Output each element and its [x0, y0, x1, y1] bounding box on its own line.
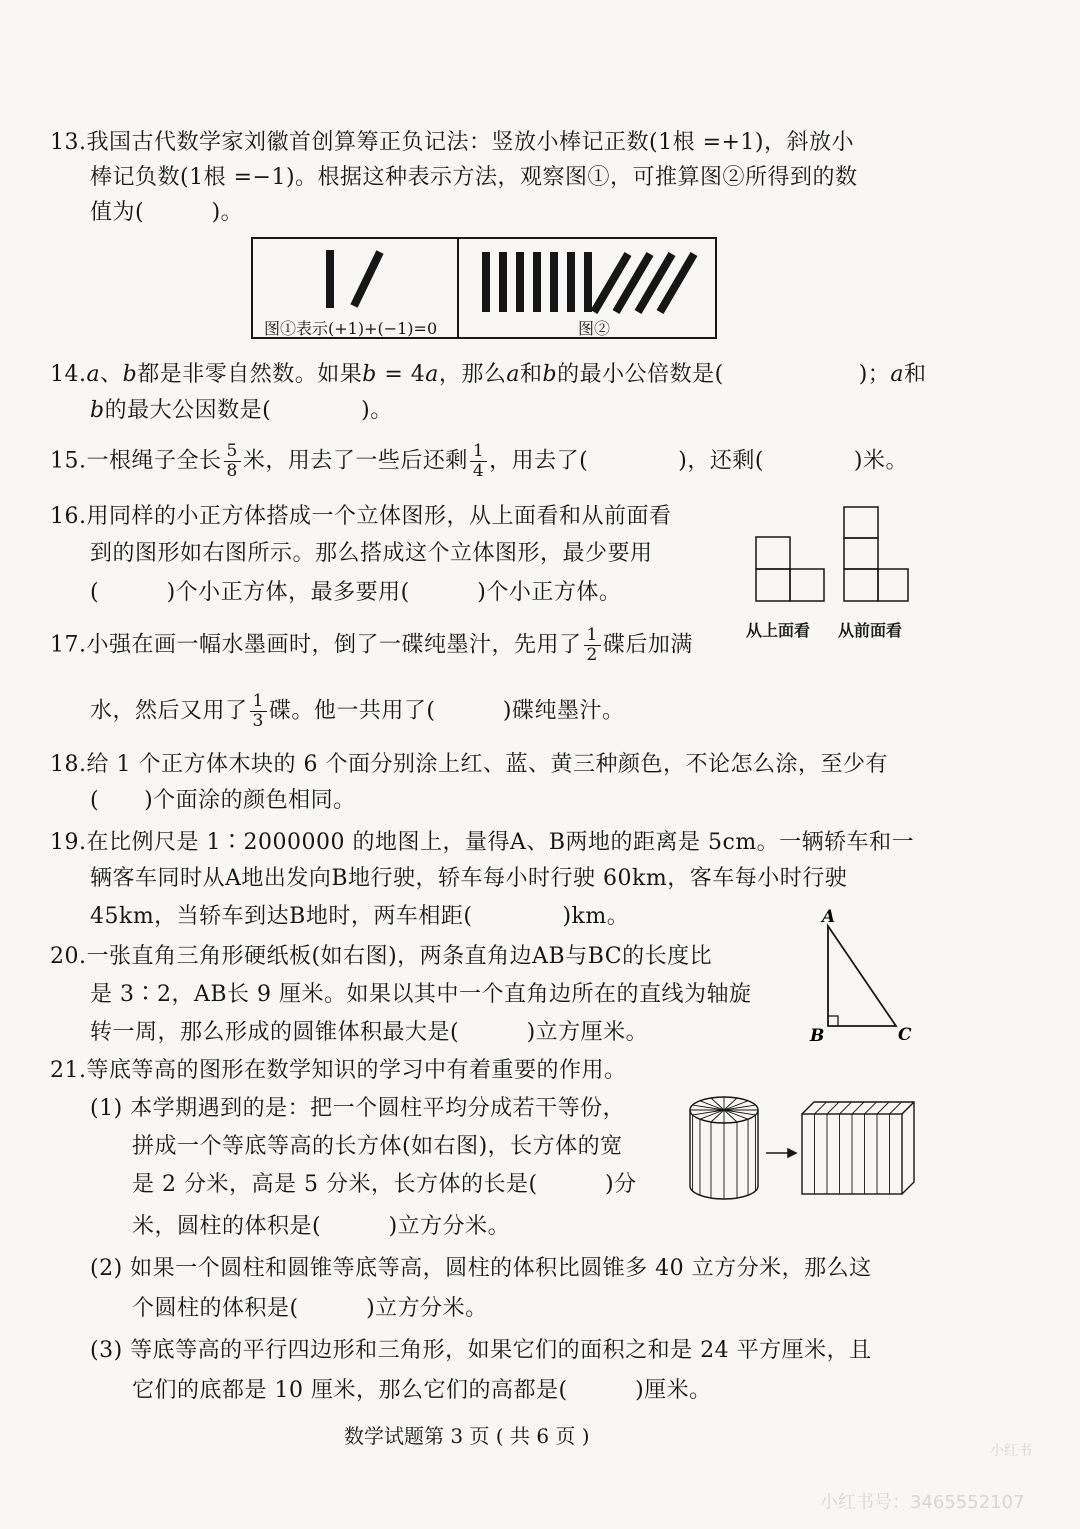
- q13-line1: 13.我国古代数学家刘徽首创算筹正负记法：竖放小棒记正数(1根 =+1)，斜放小: [50, 130, 855, 155]
- fig2-rods: [486, 252, 694, 312]
- q14-text: = 4: [376, 362, 426, 387]
- fraction-1-2: [584, 626, 601, 665]
- q17-text: 碟后加满: [602, 632, 693, 658]
- numerator: 1: [470, 442, 487, 462]
- arrow: [766, 1149, 796, 1157]
- q20-line1: 20.一张直角三角形硬纸板(如右图)，两条直角边AB与BC的长度比: [50, 944, 713, 969]
- denominator: 3: [252, 711, 264, 731]
- q20-line3: 转一周，那么形成的圆锥体积最大是( )立方厘米。: [90, 1020, 649, 1045]
- q19-line1: 19.在比例尺是 1∶2000000 的地图上，量得A、B两地的距离是 5cm。一辆轿车和一: [50, 830, 915, 855]
- q21-p2-line1: (2) 如果一个圆柱和圆锥等底等高，圆柱的体积比圆锥多 40 立方分米，那么这: [90, 1256, 872, 1281]
- q17-text: 17.小强在画一幅水墨画时，倒了一碟纯墨汁，先用了: [50, 632, 582, 658]
- q13-line3: 值为( )。: [90, 200, 244, 225]
- q14-text: 的最大公因数是( )。: [104, 398, 393, 423]
- var-a: a: [890, 362, 904, 387]
- q21-p3-line1: (3) 等底等高的平行四边形和三角形，如果它们的面积之和是 24 平方厘米，且: [90, 1338, 872, 1363]
- right-triangle-figure: [806, 904, 918, 1044]
- q19-line3: 45km，当轿车到达B地时，两车相距( )km。: [90, 904, 630, 929]
- page-footer: 数学试题第 3 页 ( 共 6 页 ): [344, 1424, 590, 1448]
- top-view-grid: [756, 537, 824, 601]
- q21-p1-line3: 是 2 分米，高是 5 分米，长方体的长是( )分: [132, 1172, 637, 1197]
- fraction-1-4: [470, 442, 487, 481]
- cylinder: [690, 1097, 758, 1199]
- fig1-caption: 图①表示(+1)+(−1)=0: [264, 319, 438, 338]
- var-b: b: [122, 362, 138, 387]
- var-a: a: [506, 362, 521, 387]
- q14-number: 14.: [50, 362, 87, 387]
- q14-text: 和: [903, 362, 927, 387]
- q14-text: 和: [520, 362, 543, 387]
- q16-line1: 16.用同样的小正方体搭成一个立体图形，从上面看和从前面看: [50, 504, 672, 529]
- vertex-a-label: A: [822, 907, 836, 927]
- front-view-grid: [844, 507, 908, 601]
- denominator: 4: [472, 461, 485, 481]
- cube-views-figure: [752, 505, 912, 605]
- slanted-rod: [354, 252, 380, 306]
- var-a: a: [86, 362, 101, 387]
- watermark-id: 小红书号：3465552107: [820, 1492, 1025, 1513]
- fraction-5-8: [224, 442, 241, 481]
- q14-line1: [50, 360, 926, 390]
- vertex-c-label: C: [898, 1025, 912, 1044]
- triangle: [828, 926, 896, 1026]
- right-angle-mark: [828, 1016, 838, 1026]
- q17-text: 碟。他一共用了( )碟纯墨汁。: [268, 698, 625, 724]
- var-b: b: [90, 398, 105, 423]
- top-view-caption: 从上面看: [746, 621, 811, 640]
- denominator: 2: [586, 645, 598, 665]
- q14-text: 的最小公倍数是( )；: [557, 362, 891, 387]
- fraction-1-3: [250, 692, 267, 731]
- q17-line1: [50, 626, 693, 665]
- numerator: 5: [224, 442, 241, 462]
- fig2-caption: 图②: [578, 319, 611, 338]
- q15-text: 米，用去了一些后还剩: [242, 448, 468, 474]
- q21-intro: 21.等底等高的图形在数学知识的学习中有着重要的作用。: [50, 1058, 627, 1083]
- var-a: a: [425, 362, 439, 387]
- q15-text: ，用去了( )，还剩( )米。: [489, 448, 909, 474]
- q14-line2: [90, 396, 393, 426]
- watermark-logo: 小红书: [990, 1443, 1032, 1459]
- q15-text: 15.一根绳子全长: [50, 448, 222, 474]
- q18-line1: 18.给 1 个正方体木块的 6 个面分别涂上红、蓝、黄三种颜色，不论怎么涂，至少有: [50, 752, 888, 777]
- q14-text: 都是非零自然数。如果: [137, 362, 363, 387]
- front-view-caption: 从前面看: [838, 621, 903, 640]
- q19-line2: 辆客车同时从A地出发向B地行驶，轿车每小时行驶 60km，客车每小时行驶: [90, 866, 848, 891]
- numerator: 1: [584, 626, 601, 646]
- var-b: b: [542, 362, 558, 387]
- q21-p1-line2: 拼成一个等底等高的长方体(如右图)，长方体的宽: [132, 1134, 623, 1159]
- fig1-rods: [330, 250, 380, 308]
- q20-line2: 是 3∶2，AB长 9 厘米。如果以其中一个直角边所在的直线为轴旋: [90, 982, 752, 1007]
- vertex-b-label: B: [810, 1026, 825, 1044]
- cylinder-to-cuboid-figure: [686, 1090, 920, 1202]
- q21-p2-line2: 个圆柱的体积是( )立方分米。: [132, 1296, 488, 1321]
- q17-line2: [90, 692, 625, 731]
- denominator: 8: [226, 461, 238, 481]
- var-b: b: [362, 362, 377, 387]
- q14-text: 、: [100, 362, 123, 387]
- q17-text: 水，然后又用了: [90, 698, 248, 724]
- q21-p1-line1: (1) 本学期遇到的是：把一个圆柱平均分成若干等份，: [90, 1096, 626, 1121]
- q18-line2: ( )个面涂的颜色相同。: [90, 788, 356, 813]
- q15-line: [50, 442, 908, 481]
- q16-line3: ( )个小正方体，最多要用( )个小正方体。: [90, 580, 622, 605]
- q13-line2: 棒记负数(1根 =−1)。根据这种表示方法，观察图①，可推算图②所得到的数: [90, 165, 858, 190]
- cuboid: [802, 1102, 914, 1194]
- numerator: 1: [250, 692, 267, 712]
- q21-p1-line4: 米，圆柱的体积是( )立方分米。: [132, 1214, 511, 1239]
- q21-p3-line2: 它们的底都是 10 厘米，那么它们的高都是( )厘米。: [132, 1378, 712, 1403]
- q14-text: ，那么: [438, 362, 507, 387]
- q16-line2: 到的图形如右图所示。那么搭成这个立体图形，最少要用: [90, 541, 653, 566]
